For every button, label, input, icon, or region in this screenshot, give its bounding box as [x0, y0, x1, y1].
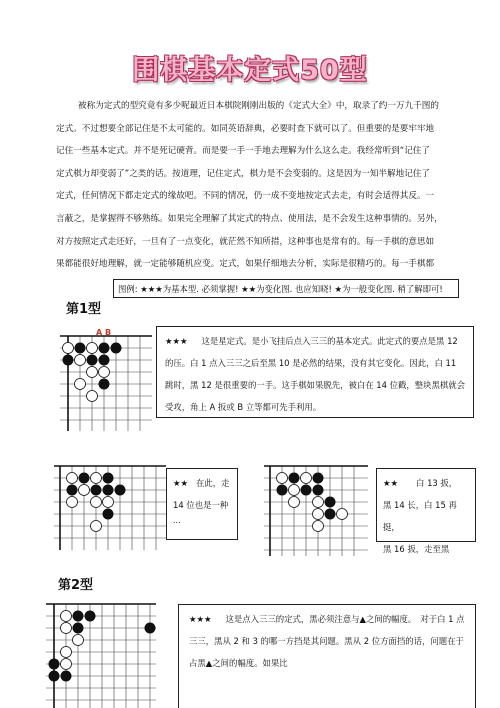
- commentary-text: 这是点入三三的定式，黑必须注意与▲之间的幅度。 对于白 1 点三三，黑从 2 和 3 的哪一方挡是其问题。黑从 2 位方面挡的话，问题在于占黑▲之间的幅度。如果比: [189, 614, 465, 668]
- intro-line: 被称为定式的型究竟有多少呢最近日本棋院刚刚出版的《定式大全》中，取录了约一万九千图的: [78, 101, 439, 111]
- intro-line: 果都能很好地理解，就一定能够随机应变。定式，如果仔细地去分析，实际是很精巧的。每一手棋都: [56, 259, 435, 270]
- variation-box: [166, 468, 238, 540]
- variation-text: 黑 16 扳，走至黑: [383, 544, 450, 554]
- intro-line: 言蔽之，是掌握得不够熟练。如果完全理解了其定式的特点、使用法，是不会发生这种事情的。另外，: [56, 213, 443, 224]
- commentary-text: 这是星定式。是小飞挂后点入三三的基本定式。此定式的要点是黑 12 的压。白 1 点入三三之后至黑 10 是必然的结果，没有其它变化。因此，白 11 跳时，黑 12 是很重要的一手。这手棋如果脱先，被白在 14 位戳，整块黑棋就会受攻，角上 A 扳或 B 立等都可先手利用。: [165, 336, 465, 412]
- variation-text: 在此，走: [196, 478, 230, 488]
- section-heading: 第1型: [66, 302, 102, 317]
- variation-text: ...: [173, 516, 181, 525]
- star-rating: ★★: [383, 478, 399, 488]
- star-rating: ★★★: [165, 336, 188, 346]
- go-diagram-variation-2: [264, 456, 368, 556]
- marker-b: B: [105, 328, 112, 337]
- page-title: 围棋基本定式50型: [132, 55, 368, 86]
- variation-text: 黑 14 长，白 15 再挺，: [383, 500, 457, 532]
- section-heading: 第2型: [58, 578, 94, 593]
- intro-line: 定式，任何情况下都走定式的缘故吧。不同的情况，仍一成不变地按定式去走，有时会适得其反。一: [56, 191, 435, 202]
- intro-line: 记住一些基本定式。并不是死记硬背。而是要一手一手地去理解为什么这么走。我经常听到“记住了: [56, 146, 430, 157]
- intro-line: 对方按照定式走还好，一旦有了一点变化，就茫然不知所措，这种事也是常有的。每一手棋的意思如: [56, 236, 435, 247]
- intro-line: 定式棋力却变弱了”之类的话。按道理，记住定式，棋力是不会变弱的。这是因为一知半解地记住了: [56, 168, 430, 179]
- go-diagram-variation-1: [54, 456, 166, 550]
- variation-box: [376, 468, 476, 554]
- go-diagram-1: [60, 326, 152, 431]
- variation-text: 白 13 扳，: [416, 478, 458, 488]
- marker-a: A: [96, 328, 103, 337]
- commentary-box: [156, 326, 474, 418]
- intro-line: 定式。不过想要全部记住是不太可能的。如同英语辞典，必要时查下就可以了。但重要的是要牢牢地: [56, 123, 435, 134]
- commentary-box: [178, 604, 476, 708]
- intro-paragraph: [56, 95, 464, 276]
- star-rating: ★★★: [189, 614, 212, 624]
- variation-text: 14 位也是一种: [173, 500, 229, 510]
- go-diagram-2: [46, 598, 156, 708]
- legend-box: 图例: ★★★为基本型. 必须掌握! ★★为变化图. 也应知晓! ★为一般变化图. 稍了解即可!: [113, 279, 459, 298]
- star-rating: ★★: [173, 478, 189, 488]
